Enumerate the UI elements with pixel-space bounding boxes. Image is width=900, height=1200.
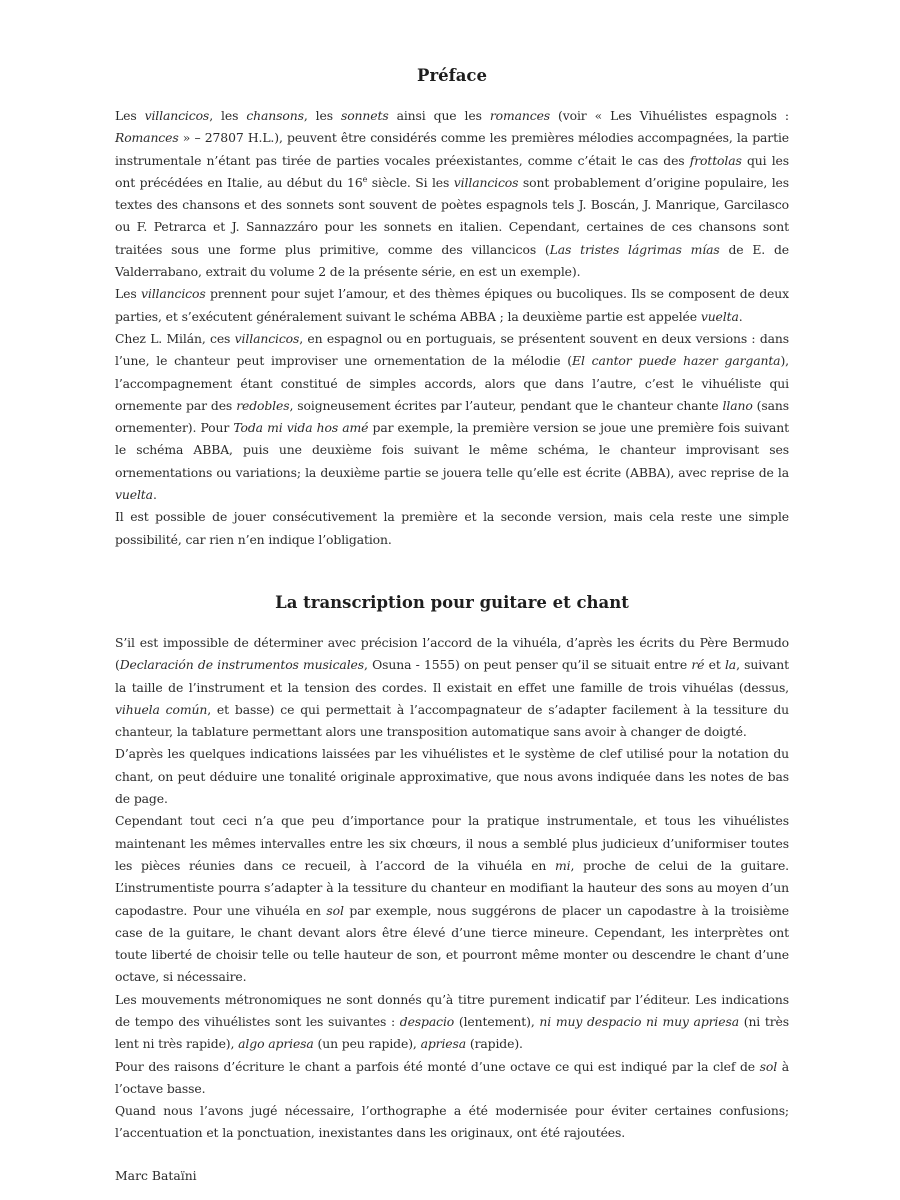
transcription-paragraph: Quand nous l’avons jugé nécessaire, l’orthographe a été modernisée pour éviter certaines confusions; l’accentuation et la ponctuation, inexistantes dans les originaux, ont été rajoutées.: [115, 1103, 789, 1141]
transcription-title: La transcription pour guitare et chant: [275, 592, 629, 612]
preface-paragraph: Il est possible de jouer consécutivement la première et la seconde version, mais cela reste une simple possibilité, car rien n’en indique l’obligation.: [115, 509, 789, 547]
transcription-paragraph: S’il est impossible de déterminer avec précision l’accord de la vihuéla, d’après les écrits du Père Bermudo (Declaración de instrumentos musicales, Osuna - 1555) on peut penser qu’il se situait entre ré et la, suivant la taille de l’instrument et la tension des cordes. Il existait en effet une famille de trois vihuélas (dessus, vihuela común, et basse) ce qui permettait à l’accompagnateur de s’adapter facilement à la tessiture du chanteur, la tablature permettant alors une transposition automatique sans avoir à changer de doigté.: [115, 634, 789, 740]
transcription-paragraph: Les mouvements métronomiques ne sont donnés qu’à titre purement indicatif par l’éditeur. Les indications de tempo des vihuélistes sont les suivantes : despacio (lentement), ni muy despacio ni muy apriesa (ni très lent ni très rapide), algo apriesa (un peu rapide), apriesa (rapide).: [115, 991, 789, 1052]
transcription-paragraph: D’après les quelques indications laissées par les vihuélistes et le système de clef utilisé pour la notation du chant, on peut déduire une tonalité originale approximative, que nous avons indiquée dans les notes de bas de page.: [115, 746, 789, 807]
preface-title: Préface: [417, 66, 487, 85]
transcription-body: [115, 632, 789, 1145]
transcription-paragraph: Pour des raisons d’écriture le chant a parfois été monté d’une octave ce qui est indiqué par la clef de sol à l’octave basse.: [115, 1058, 789, 1096]
preface-paragraph: Les villancicos prennent pour sujet l’amour, et des thèmes épiques ou bucoliques. Ils se composent de deux parties, et s’exécutent généralement suivant le schéma ABBA ; la deuxième partie est appelée vuelta.: [115, 286, 789, 324]
author-signature: Marc Bataïni: [115, 1167, 197, 1183]
preface-paragraph: Chez L. Milán, ces villancicos, en espagnol ou en portuguais, se présentent souvent en deux versions : dans l’une, le chanteur peut improviser une ornementation de la mélodie (El cantor puede hazer garganta), l’accompagnement étant constitué de simples accords, alors que dans l’autre, c’est le vihuéliste qui ornemente par des redobles, soigneusement écrites par l’auteur, pendant que le chanteur chante llano (sans ornementer). Pour Toda mi vida hos amé par exemple, la première version se joue une première fois suivant le schéma ABBA, puis une deuxième fois suivant le même schéma, le chanteur improvisant ses ornementations ou variations; la deuxième partie se jouera telle qu’elle est écrite (ABBA), avec reprise de la vuelta.: [115, 330, 790, 503]
preface-paragraph: Les villancicos, les chansons, les sonnets ainsi que les romances (voir « Les Vihuélistes espagnols : Romances » – 27807 H.L.), peuvent être considérés comme les premières mélodies accompagnées, la partie instrumentale n’étant pas tirée de parties vocales préexistantes, comme c’était le cas des frottolas qui les ont précédées en Italie, au début du 16e siècle. Si les villancicos sont probablement d’origine populaire, les textes des chansons et des sonnets sont souvent de poètes espagnols tels J. Boscán, J. Manrique, Garcilasco ou F. Petrarca et J. Sannazzáro pour les sonnets en italien. Cependant, certaines de ces chansons sont traitées sous une forme plus primitive, comme des villancicos (Las tristes lágrimas mías de E. de Valderrabano, extrait du volume 2 de la présente série, en est un exemple).: [115, 108, 789, 280]
document-page: [115, 66, 789, 1187]
transcription-paragraph: Cependant tout ceci n’a que peu d’importance pour la pratique instrumentale, et tous les vihuélistes maintenant les mêmes intervalles entre les six chœurs, il nous a semblé plus judicieux d’uniformiser toutes les pièces réunies dans ce recueil, à l’accord de la vihuéla en mi, proche de celui de la guitare. L’instrumentiste pourra s’adapter à la tessiture du chanteur en modifiant la hauteur des sons au moyen d’un capodastre. Pour une vihuéla en sol par exemple, nous suggérons de placer un capodastre à la troisième case de la guitare, le chant devant alors être élevé d’une tierce mineure. Cependant, les interprètes ont toute liberté de choisir telle ou telle hauteur de son, et pourront même monter ou descendre le chant d’une octave, si nécessaire.: [115, 813, 790, 985]
preface-body: [115, 105, 789, 551]
